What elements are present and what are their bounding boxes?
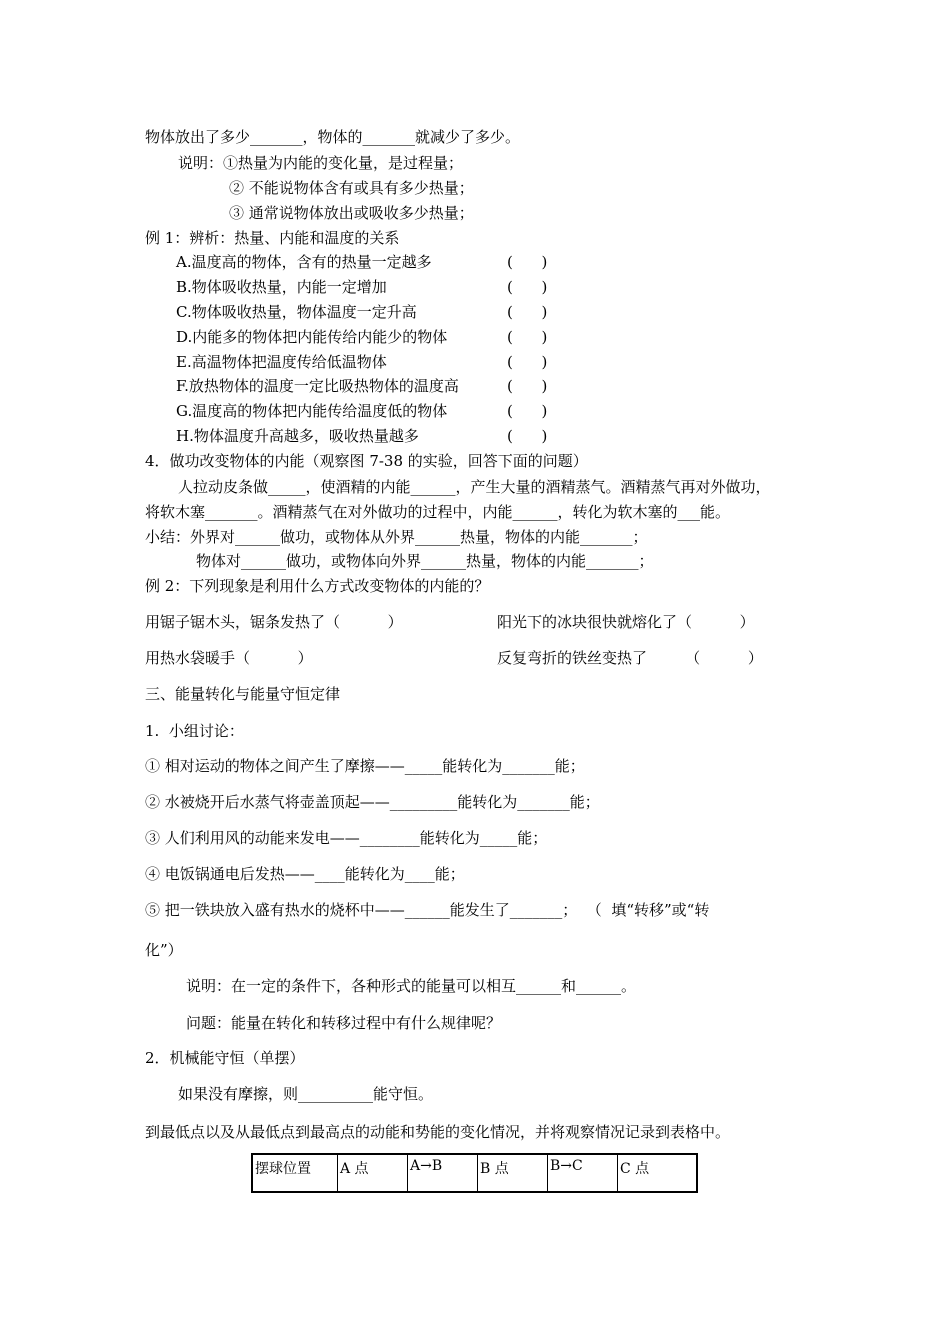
note-1: 说明：①热量为内能的变化量，是过程量；: [178, 154, 464, 172]
option-h-paren: ( ): [507, 427, 548, 445]
table-cell: B 点: [478, 1154, 548, 1192]
option-a: A.温度高的物体，含有的热量一定越多: [176, 253, 432, 271]
paragraph-line-2: 将软木塞_______。酒精蒸气在对外做功的过程中，内能______，转化为软木塞的___能。: [145, 503, 731, 521]
discussion-item-5-cont: 化”）: [145, 941, 183, 959]
option-e: E.高温物体把温度传给低温物体: [176, 353, 387, 371]
note-2: ② 不能说物体含有或具有多少热量；: [229, 179, 474, 197]
option-d: D.内能多的物体把内能传给内能少的物体: [176, 328, 448, 346]
option-c: C.物体吸收热量，物体温度一定升高: [176, 303, 417, 321]
section-4-title: 4．做功改变物体的内能（观察图 7-38 的实验，回答下面的问题）: [145, 452, 588, 470]
discussion-item-5: ⑤ 把一铁块放入盛有热水的烧杯中——______能发生了_______； （ 填“转移”或“转: [145, 901, 710, 919]
discussion-item-4: ④ 电饭锅通电后发热——____能转化为____能；: [145, 865, 465, 883]
table-cell: C 点: [618, 1154, 698, 1192]
table-cell: B→C: [548, 1154, 618, 1192]
section-2-title: 2．机械能守恒（单摆）: [145, 1049, 305, 1067]
summary-line-1: 小结：外界对______做功，或物体从外界______热量，物体的内能_______；: [145, 528, 648, 546]
table-row: [252, 1154, 697, 1192]
note-3: ③ 通常说物体放出或吸收多少热量；: [229, 204, 474, 222]
option-e-paren: ( ): [507, 353, 548, 371]
section-3-heading: 三、能量转化与能量守恒定律: [145, 685, 341, 703]
option-f-paren: ( ): [507, 377, 548, 395]
option-b: B.物体吸收热量，内能一定增加: [176, 278, 387, 296]
discussion-item-1: ① 相对运动的物体之间产生了摩擦——_____能转化为_______能；: [145, 757, 585, 775]
paragraph-line-1: 人拉动皮条做_____，使酒精的内能______，产生大量的酒精蒸气。酒精蒸气再对外做功，: [178, 478, 771, 496]
option-c-paren: ( ): [507, 303, 548, 321]
pendulum-table: [251, 1153, 698, 1193]
example-2-item-3: 用热水袋暖手（ ）: [145, 649, 313, 667]
option-b-paren: ( ): [507, 278, 548, 296]
explanation-line: 说明：在一定的条件下，各种形式的能量可以相互______和______。: [186, 977, 637, 995]
instruction-line: 到最低点以及从最低点到最高点的动能和势能的变化情况，并将观察情况记录到表格中。: [145, 1123, 731, 1141]
option-g-paren: ( ): [507, 402, 548, 420]
question-line: 问题：能量在转化和转移过程中有什么规律呢？: [186, 1014, 502, 1032]
discussion-item-3: ③ 人们利用风的动能来发电——________能转化为_____能；: [145, 829, 548, 847]
discussion-item-2: ② 水被烧开后水蒸气将壶盖顶起——_________能转化为_______能；: [145, 793, 600, 811]
group-discussion-title: 1. 小组讨论：: [145, 722, 244, 740]
example-2-title: 例 2：下列现象是利用什么方式改变物体的内能的？: [145, 577, 490, 595]
example-2-item-2: 阳光下的冰块很快就熔化了（ ）: [497, 613, 755, 631]
option-g: G.温度高的物体把内能传给温度低的物体: [176, 402, 448, 420]
table-cell: A 点: [338, 1154, 408, 1192]
example-1-title: 例 1：辨析：热量、内能和温度的关系: [145, 229, 400, 247]
table-cell: A→B: [408, 1154, 478, 1192]
example-2-item-4: 反复弯折的铁丝变热了 （ ）: [497, 649, 763, 667]
option-f: F.放热物体的温度一定比吸热物体的温度高: [176, 377, 459, 395]
conservation-line: 如果没有摩擦，则__________能守恒。: [178, 1085, 434, 1103]
option-a-paren: ( ): [507, 253, 548, 271]
table-cell: 摆球位置: [252, 1154, 338, 1192]
summary-line-2: 物体对______做功，或物体向外界______热量，物体的内能_______；: [196, 552, 654, 570]
text-line-heat-released: 物体放出了多少_______，物体的_______就减少了多少。: [145, 128, 521, 146]
option-d-paren: ( ): [507, 328, 548, 346]
option-h: H.物体温度升高越多，吸收热量越多: [176, 427, 419, 445]
example-2-item-1: 用锯子锯木头，锯条发热了（ ）: [145, 613, 403, 631]
